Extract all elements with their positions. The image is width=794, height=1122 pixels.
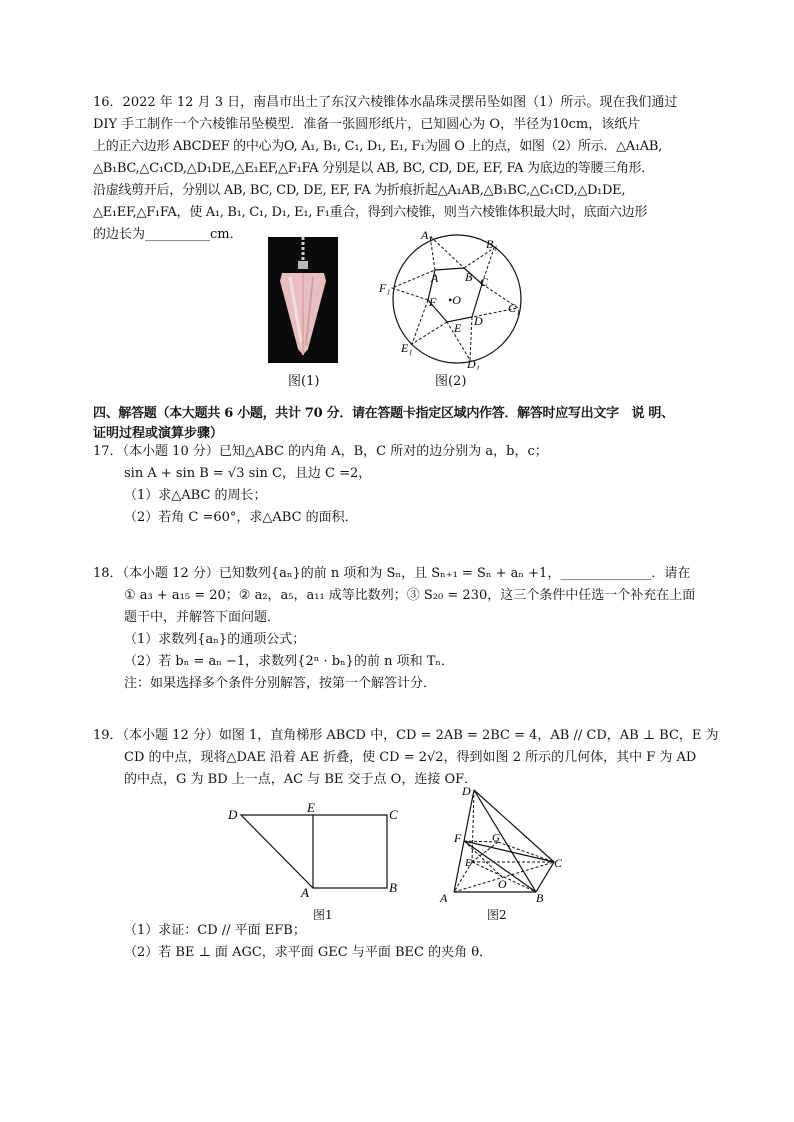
q19-part: （2）若 BE ⊥ 面 AGC，求平面 GEC 与平面 BEC 的夹角 θ． [124,945,493,960]
figure-2-caption: 图(2) [435,374,467,389]
pendulum-photo [268,237,338,363]
q17-line: （1）求△ABC 的周长； [124,488,267,503]
q16-line: 的边长为__________cm． [93,227,243,242]
q19-figure-1-caption: 图1 [313,908,333,922]
q17-line: 17．（本小题 10 分）已知△ABC 的内角 A，B，C 所对的边分别为 a，b，c； [93,444,548,459]
label-B: B [465,270,473,284]
q16-line: 沿虚线剪开后，分别以 AB, BC, CD, DE, EF, FA 为折痕折起△A₁AB,△B₁BC,△C₁CD,△D₁DE, [93,183,626,198]
q16-line: △E₁EF,△F₁FA，使 A₁, B₁, C₁, D₁, E₁, F₁重合，得到六棱锥，则当六棱锥体积最大时，底面六边形 [93,205,648,220]
fig1-label-A: A [301,885,309,900]
q19-line: 19．（本小题 12 分）如图 1，直角梯形 ABCD 中，CD = 2AB = 2BC = 4，AB // CD，AB ⊥ BC，E 为 [93,728,719,743]
question-19 [93,725,719,791]
fig2-label-O: O [498,877,507,891]
section-4-line: 四、解答题（本大题共 6 小题，共计 70 分．请在答题卡指定区域内作答．解答时应写出文字 说 明、 [93,406,674,421]
q16-line: 16．2022 年 12 月 3 日，南昌市出土了东汉六棱锥体水晶珠灵摆吊坠如图（1）所示。现在我们通过 [93,95,678,110]
q17-line: （2）若角 C =60°，求△ABC 的面积． [124,510,358,525]
q19-line: 的中点，G 为 BD 上一点，AC 与 BE 交于点 O，连接 OF． [124,772,478,787]
label-F1: F₁ [379,281,391,295]
label-D1: D₁ [467,357,480,370]
fig2-label-D: D [462,784,471,798]
fig1-label-E: E [307,800,315,815]
fig2-label-G: G [492,832,500,844]
label-F: F [429,295,437,309]
question-19-parts [124,920,492,964]
label-C: C [480,275,489,289]
section-4-line: 证明过程或演算步骤） [93,426,224,441]
fig1-label-B: B [389,880,397,895]
question-18 [93,563,695,695]
section-4-heading [93,404,674,444]
q19-part: （1）求证：CD // 平面 EFB； [124,923,306,938]
label-C1: C₁ [508,301,521,315]
label-B1: B₁ [486,237,498,251]
fig2-label-C: C [554,856,563,870]
q19-figure-2-caption: 图2 [487,908,507,922]
fig2-label-B: B [536,891,544,902]
fig2-label-F: F [454,831,462,845]
label-D: D [474,314,483,328]
fig1-label-C: C [389,807,398,822]
q19-line: CD 的中点，现将△DAE 沿着 AE 折叠，使 CD = 2√2，得到如图 2 所示的几何体，其中 F 为 AD [124,750,697,765]
q16-line: 上的正六边形 ABCDEF 的中心为O, A₁, B₁, C₁, D₁, E₁, F₁为圆 O 上的点，如图（2）所示．△A₁AB, [93,139,662,154]
fig2-label-E: E [465,857,472,869]
label-O: •O [448,293,461,307]
fig1-label-D: D [228,807,238,822]
trapezoid-figure-1 [225,800,405,900]
q18-line: ① a₃ + a₁₅ = 20；② a₂，a₅，a₁₁ 成等比数列；③ S₂₀ = 230，这三个条件中任选一个补充在上面 [124,588,696,603]
q18-line: （2）若 bₙ = aₙ −1，求数列{2ⁿ · bₙ}的前 n 项和 Tₙ． [124,654,455,669]
q18-line: 18．（本小题 12 分）已知数列{aₙ}的前 n 项和为 Sₙ，且 Sₙ₊₁ = Sₙ + aₙ +1，______________．请在 [93,566,691,581]
hexagon-circle-figure [372,222,532,370]
q17-line: sin A + sin B = √3 sin C，且边 C =2， [124,466,372,481]
q18-line: 注：如果选择多个条件分别解答，按第一个解答计分． [124,676,437,691]
label-A1: A₁ [421,228,433,242]
q18-line: （1）求数列{aₙ}的通项公式； [124,632,306,647]
label-E1: E₁ [401,341,413,355]
q16-line: △B₁BC,△C₁CD,△D₁DE,△E₁EF,△F₁FA 分别是以 AB, BC, CD, DE, EF, FA 为底边的等腰三角形． [93,161,654,176]
label-A: A [431,271,439,285]
label-E: E [454,321,462,335]
q16-line: DIY 手工制作一个六棱锥吊坠模型．准备一张圆形纸片，已知圆心为 O，半径为10cm，该纸片 [93,117,641,132]
question-17 [93,441,548,529]
q18-line: 题干中，并解答下面问题． [124,610,281,625]
figure-1-caption: 图(1) [288,374,320,389]
fig2-label-A: A [440,891,448,902]
solid-figure-2 [436,782,566,902]
